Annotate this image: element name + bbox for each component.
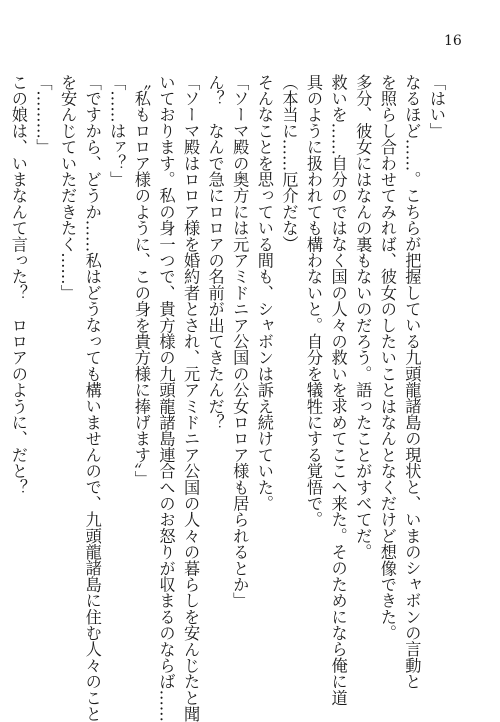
text-line: ん？ なんで急にロロアの名前が出てきたんだ？ [205, 74, 225, 431]
page-number: 16 [444, 33, 462, 49]
text-line: 「……はァ？」 [107, 74, 127, 188]
text-line: この娘は、いまなんて言った？ ロロアのように、だと？ [8, 74, 28, 496]
text-line: 「ですから、どうか……私はどうなっても構いませんので、九頭龍諸島に住む人々のこと [82, 74, 102, 722]
text-line: 多分、彼女にはなんの裏もないのだろう。語ったことがすべてだ。 [353, 74, 373, 560]
text-line: 救いを……自分のではなく国の人々の救いを求めてここへ来た。そのためになら俺に道 [328, 74, 348, 706]
text-line: いております。私の身一つで、貴方様の九頭龍諸島連合へのお怒りが収まるのならば…… [156, 74, 176, 722]
text-line: 「ソーマ殿の奥方には元アミドニア公国の公女ロロア様も居られるとか」 [230, 74, 250, 609]
text-line: を安んじていただきたく……」 [58, 74, 78, 301]
text-line: 具のように扱われても構わないと。自分を犠牲にする覚悟で。 [304, 74, 324, 528]
text-line: 「ソーマ殿はロロア様を婚約者とされ、元アミドニア公国の人々の暮らしを安んじたと聞 [181, 74, 201, 722]
text-line: 「………」 [33, 74, 53, 155]
text-line: を照らし合わせてみれば、彼女のしたいことはなんとなくだけど想像できた。 [377, 74, 397, 641]
text-line: 「はい」 [427, 74, 446, 139]
text-line: （本当に……厄介だな） [279, 74, 299, 253]
text-line: 〝私もロロア様のように、この身を貴方様に捧げます〟」 [131, 74, 151, 488]
text-line: そんなことを思っている間も、シャボンは訴え続けていた。 [254, 74, 274, 512]
text-line: なるほど……。こちらが把握している九頭龍諸島の現状と、いまのシャボンの言動と [402, 74, 422, 690]
vertical-text-body [8, 74, 448, 722]
